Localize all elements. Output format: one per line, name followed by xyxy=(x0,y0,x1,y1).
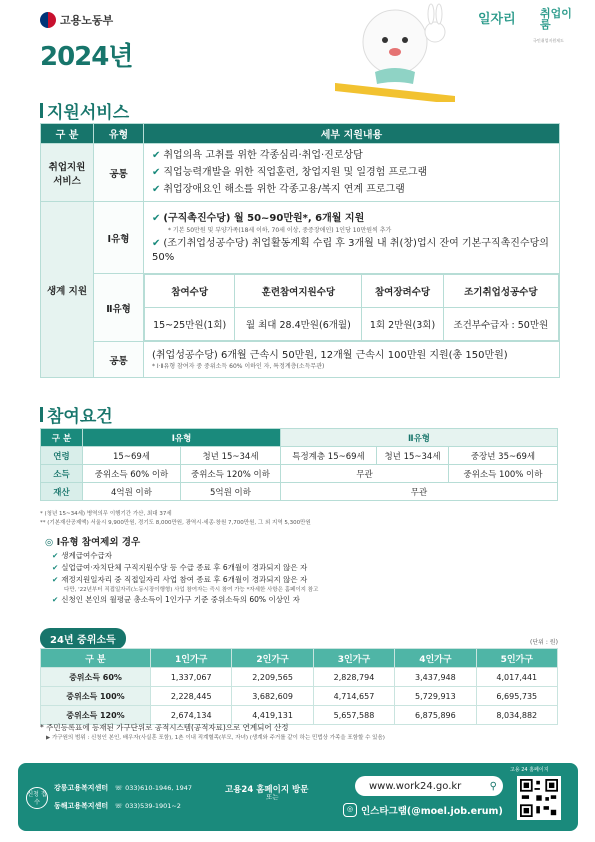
type2-head: 조기취업성공수당 xyxy=(443,275,558,308)
req-cell: 4억원 이하 xyxy=(83,483,181,501)
income-table xyxy=(40,648,558,725)
type2-value: 조건부수급자 : 50만원 xyxy=(443,308,558,341)
type2-detail xyxy=(144,274,560,342)
req-cell: 중장년 35~69세 xyxy=(449,447,558,465)
income-cell: 4,714,657 xyxy=(313,687,394,706)
req-cell: 중위소득 100% 이하 xyxy=(449,465,558,483)
income-cell: 5,729,913 xyxy=(395,687,476,706)
common-detail xyxy=(144,342,560,378)
req-col-type1: Ⅰ유형 xyxy=(83,429,281,447)
req-row-label: 소득 xyxy=(41,465,83,483)
req-cell: 15~69세 xyxy=(83,447,181,465)
common-note: * Ⅰ·Ⅱ유형 참여자 중 중위소득 60% 이하인 자, 특정계층(소득무관) xyxy=(152,362,325,370)
income-row-label: 중위소득 60% xyxy=(41,668,151,687)
office1: 강릉고용복지센터 ☏ 033)610-1946, 1947 xyxy=(54,784,193,792)
check-icon: ✔ xyxy=(52,551,59,560)
section-title-text: 지원서비스 xyxy=(47,103,130,123)
phone2-link[interactable]: 033)539-1901~2 xyxy=(125,802,181,810)
income-cell: 2,828,794 xyxy=(313,668,394,687)
req-col-gubun: 구 분 xyxy=(41,429,83,447)
req-col-type2: Ⅱ유형 xyxy=(281,429,558,447)
search-icon: ⚲ xyxy=(489,780,497,792)
year-title: 2024년 xyxy=(40,42,133,72)
check-icon: ✔ xyxy=(52,575,59,584)
income-row-label: 중위소득 100% xyxy=(41,687,151,706)
req-row-label: 재산 xyxy=(41,483,83,501)
phone-icon: ☏ xyxy=(114,784,123,792)
type-1: Ⅰ유형 xyxy=(94,202,144,274)
target-icon: ◎ xyxy=(45,537,54,548)
exclusion-list: ✔ 생계급여수급자 ✔ 실업급여·자치단체 구직지원수당 등 수급 종료 후 6개월이 경과되지 않은 자 ✔ 재정지원일자리 중 직접일자리 사업 참여 종료 후 6개월이 경과되지 않은 자 다만, '22년부터 직접일자리(노동시장이행형) 사업 참여자는 즉시 참여 가능 *자세한 사항은 홈페이지 참고 ✔ 신청인 본인의 월평균 총소득이 1인가구 기준 중위소득의 60% 이상인 자 xyxy=(52,551,319,604)
income-notes xyxy=(40,723,385,743)
type-common-living: 공통 xyxy=(94,342,144,378)
income-pill: 24년 중위소득 xyxy=(40,628,126,649)
income-head: 2인가구 xyxy=(232,649,313,668)
req-cell: 5억원 이하 xyxy=(181,483,281,501)
section-title-requirements xyxy=(40,402,113,427)
income-head: 1인가구 xyxy=(151,649,232,668)
income-cell: 2,228,445 xyxy=(151,687,232,706)
income-head: 구 분 xyxy=(41,649,151,668)
footer-banner xyxy=(18,763,578,831)
req-cell: 중위소득 60% 이하 xyxy=(83,465,181,483)
type2-value: 월 최대 28.4만원(6개월) xyxy=(235,308,362,341)
req-note: * (청년 15~34세) 병역의무 이행기간 가산, 최대 37세 xyxy=(40,511,172,517)
income-cell: 1,337,067 xyxy=(151,668,232,687)
visit-text: 고용24 홈페이지 방문 xyxy=(225,785,309,795)
requirements-notes xyxy=(40,510,311,528)
cat-employment: 취업지원 서비스 xyxy=(41,144,94,202)
or-text: 또는 xyxy=(266,793,279,801)
emblem-icon xyxy=(40,12,56,28)
common-line: (취업성공수당) 6개월 근속시 50만원, 12개월 근속시 100만원 지원(총 150만원) xyxy=(152,349,508,361)
requirements-table xyxy=(40,428,558,501)
income-cell: 4,419,131 xyxy=(232,706,313,725)
brand-sub: 국민취업지원제도 xyxy=(533,38,564,43)
income-head: 3인가구 xyxy=(313,649,394,668)
income-note: ▶ 가구원의 범위 : 신청인 본인, 배우자(사실혼 포함), 1촌 이내 직계혈족(부모, 자녀) (생계와 주거를 같이 하는 민법상 가족을 포함할 수 있음) xyxy=(46,735,385,741)
office2: 동해고용복지센터 ☏ 033)539-1901~2 xyxy=(54,802,181,810)
support-table xyxy=(40,123,560,378)
income-head: 5인가구 xyxy=(476,649,557,668)
col-detail: 세부 지원내용 xyxy=(144,124,560,144)
check-icon: ✔ xyxy=(152,150,161,161)
phone-icon: ☏ xyxy=(114,802,123,810)
ministry-name: 고용노동부 xyxy=(60,14,114,27)
income-cell: 6,875,896 xyxy=(395,706,476,725)
req-cell: 특정계층 15~69세 xyxy=(281,447,377,465)
type1-detail: ✔ (구직촉진수당) 월 50~90만원*, 6개월 지원 * 기본 50만원 및 부양가족(18세 이하, 70세 이상, 중증장애인) 1인당 10만원씩 추가 ✔ (조기취업성공수당) 취업활동계획 수립 후 3개월 내 취(창)업시 잔여 기본구직촉진수당의 50% xyxy=(144,202,560,274)
check-icon: ✔ xyxy=(152,167,161,178)
req-row-label: 연령 xyxy=(41,447,83,465)
req-cell: 청년 15~34세 xyxy=(377,447,449,465)
income-cell: 6,695,735 xyxy=(476,687,557,706)
section-bar xyxy=(40,407,43,422)
income-cell: 3,682,609 xyxy=(232,687,313,706)
income-note: * 주민등록표에 등재된 가구단위로 공적시스템(공적자료)으로 연계되어 산정 xyxy=(40,723,289,732)
req-cell: 중위소득 120% 이하 xyxy=(181,465,281,483)
instagram-icon: ◎ xyxy=(343,803,357,817)
url-link[interactable]: www.work24.go.kr xyxy=(369,780,462,792)
income-head: 4인가구 xyxy=(395,649,476,668)
type2-head: 훈련참여지원수당 xyxy=(235,275,362,308)
cat-living: 생계 지원 xyxy=(41,202,94,378)
income-unit: (단위 : 원) xyxy=(530,639,558,646)
type2-head: 참여장려수당 xyxy=(362,275,443,308)
type-2: Ⅱ유형 xyxy=(94,274,144,342)
type2-value: 15~25만원(1회) xyxy=(145,308,235,341)
req-cell: 청년 15~34세 xyxy=(181,447,281,465)
req-note: ** (기본재산공제액) 서울시 9,900만원, 경기도 8,000만원, 광역시·세종·창원 7,700만원, 그 외 지역 5,300만원 xyxy=(40,520,311,526)
employment-detail: ✔ 취업의욕 고취를 위한 각종심리·취업·진로상담 ✔ 직업능력개발을 위한 직업훈련, 창업지원 및 일경험 프로그램 ✔ 취업장애요인 해소를 위한 각종고용/복지 연계 프로그램 xyxy=(144,144,560,202)
section-title-text: 참여요건 xyxy=(47,407,113,427)
brand-job-label: 일자리 xyxy=(478,12,516,27)
qr-code-icon[interactable] xyxy=(517,776,561,820)
check-icon: ✔ xyxy=(52,595,59,604)
section-title-support xyxy=(40,98,129,123)
income-cell: 2,674,134 xyxy=(151,706,232,725)
type-common: 공통 xyxy=(94,144,144,202)
check-icon: ✔ xyxy=(152,238,161,249)
apply-badge: 신청 접수 xyxy=(26,787,48,809)
ministry-logo xyxy=(40,12,113,28)
income-cell: 5,657,588 xyxy=(313,706,394,725)
type2-subtable xyxy=(144,274,559,341)
section-bar xyxy=(40,103,43,118)
qr-label: 고용 24 홈페이지 xyxy=(510,767,549,773)
phone1-link[interactable]: 033)610-1946, 1947 xyxy=(125,784,193,792)
url-box[interactable] xyxy=(355,776,503,796)
check-icon: ✔ xyxy=(152,213,161,224)
exclusion-note: 다만, '22년부터 직접일자리(노동시장이행형) 사업 참여자는 즉시 참여 가능 *자세한 사항은 홈페이지 참고 xyxy=(64,587,319,593)
type1-note: * 기본 50만원 및 부양가족(18세 이하, 70세 이상, 중증장애인) 1인당 10만원씩 추가 xyxy=(168,227,392,234)
mascot-illustration xyxy=(335,2,455,102)
type2-head: 참여수당 xyxy=(145,275,235,308)
income-row-label: 중위소득 120% xyxy=(41,706,151,725)
instagram-link[interactable]: ◎ 인스타그램(@moel.job.erum) xyxy=(343,803,503,817)
income-cell: 8,034,882 xyxy=(476,706,557,725)
req-cell: 무관 xyxy=(281,483,558,501)
type2-value: 1회 2만원(3회) xyxy=(362,308,443,341)
col-type: 유형 xyxy=(94,124,144,144)
exclusion-title: ◎ Ⅰ유형 참여제외 경우 xyxy=(45,537,141,548)
col-gubun: 구 분 xyxy=(41,124,94,144)
req-cell: 무관 xyxy=(281,465,449,483)
income-cell: 4,017,441 xyxy=(476,668,557,687)
check-icon: ✔ xyxy=(52,563,59,572)
check-icon: ✔ xyxy=(152,184,161,195)
brand-logo: 취업이룸 xyxy=(540,7,572,31)
income-cell: 3,437,948 xyxy=(395,668,476,687)
income-cell: 2,209,565 xyxy=(232,668,313,687)
